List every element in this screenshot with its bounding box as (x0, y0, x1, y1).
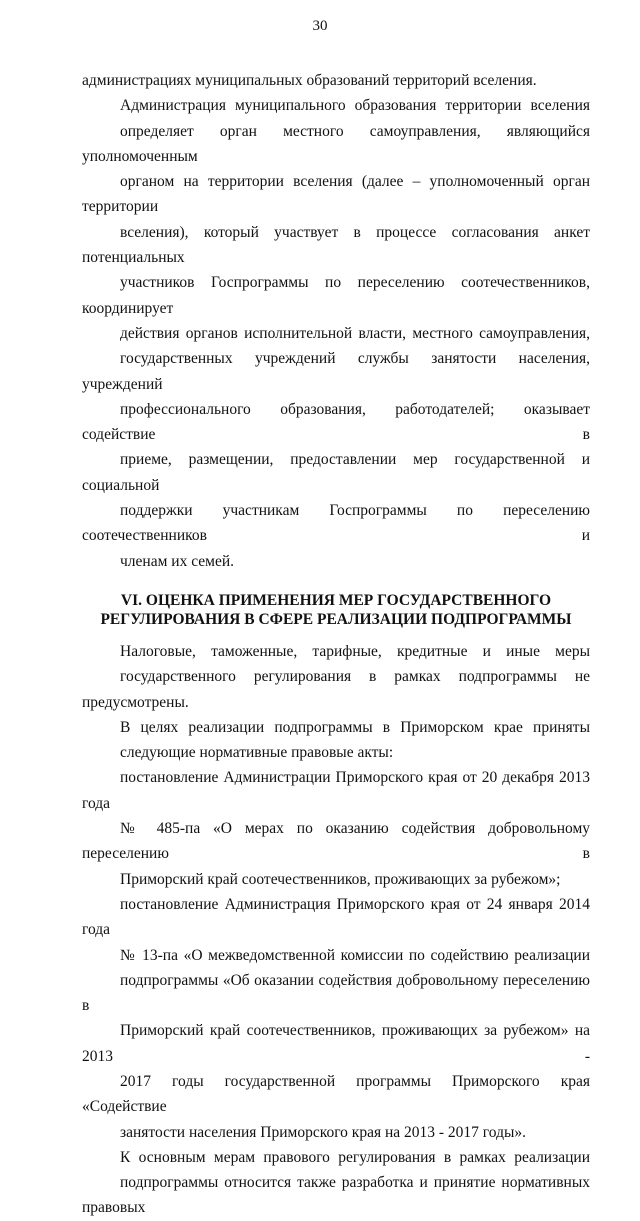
paragraph-p4 (82, 765, 590, 891)
section-heading-line-1: VI. ОЦЕНКА ПРИМЕНЕНИЯ МЕР ГОСУДАРСТВЕННОГО (120, 591, 552, 609)
text-line: государственных учреждений службы занятости населения, учреждений (82, 350, 590, 393)
text-line: поддержки участникам Госпрограммы по переселению соотечественников и (82, 502, 590, 545)
text-line: подпрограммы относится также разработка и принятие нормативных правовых (82, 1174, 590, 1217)
paragraph-p1 (82, 93, 590, 574)
text-line: членам их семей. (120, 552, 234, 570)
text-line: определяет орган местного самоуправления, являющийся уполномоченным (82, 122, 590, 165)
text-line: администрациях муниципальных образований территорий вселения. (82, 72, 537, 89)
paragraph-p5 (82, 892, 590, 1145)
paragraph-p0 (82, 68, 590, 93)
text-line: Приморский край соотечественников, проживающих за рубежом» на 2013 - (82, 1022, 590, 1065)
text-line: подпрограммы «Об оказании содействия добровольному переселению в (82, 971, 590, 1015)
text-line: К основным мерам правового регулирования в рамках реализации (120, 1148, 590, 1166)
text-line: Налоговые, таможенные, тарифные, кредитные и иные меры (120, 642, 590, 660)
text-line: Администрация муниципального образования территории вселения (120, 97, 590, 115)
text-line: занятости населения Приморского края на 2013 - 2017 годы». (120, 1123, 527, 1141)
page-number: 30 (312, 18, 328, 34)
paragraph-p3 (82, 715, 590, 766)
text-line: следующие нормативные правовые акты: (120, 744, 394, 762)
text-line: приеме, размещении, предоставлении мер государственной и социальной (82, 451, 590, 494)
text-line: В целях реализации подпрограммы в Приморском крае приняты (120, 718, 590, 736)
paragraphs-bottom (82, 639, 590, 1221)
text-line: участников Госпрограммы по переселению соотечественников, координирует (82, 274, 590, 317)
text-line: 2017 годы государственной программы Приморского края «Содействие (82, 1072, 590, 1116)
text-line: органом на территории вселения (далее – уполномоченный орган территории (82, 173, 590, 216)
text-line: постановление Администрации Приморского края от 20 декабря 2013 года (82, 769, 590, 812)
text-line: Приморский край соотечественников, проживающих за рубежом»; (120, 870, 561, 888)
section-heading-line-2: РЕГУЛИРОВАНИЯ В СФЕРЕ РЕАЛИЗАЦИИ ПОДПРОГРАММЫ (100, 611, 572, 629)
text-line: вселения), который участвует в процессе согласования анкет потенциальных (82, 223, 590, 267)
text-line: постановление Администрация Приморского края от 24 января 2014 года (82, 895, 590, 939)
text-line: государственного регулирования в рамках подпрограммы не предусмотрены. (82, 668, 590, 711)
paragraph-p6 (82, 1145, 590, 1221)
text-line: профессионального образования, работодателей; оказывает содействие в (82, 400, 590, 444)
document-body (82, 68, 590, 1221)
text-line: № 485-па «О мерах по оказанию содействия добровольному переселению в (82, 820, 590, 863)
text-line: № 13-па «О межведомственной комиссии по содействию реализации (120, 946, 590, 964)
text-line: действия органов исполнительной власти, местного самоуправления, (120, 324, 590, 342)
section-heading (82, 574, 590, 639)
paragraph-p2 (82, 639, 590, 715)
paragraphs-top (82, 68, 590, 574)
